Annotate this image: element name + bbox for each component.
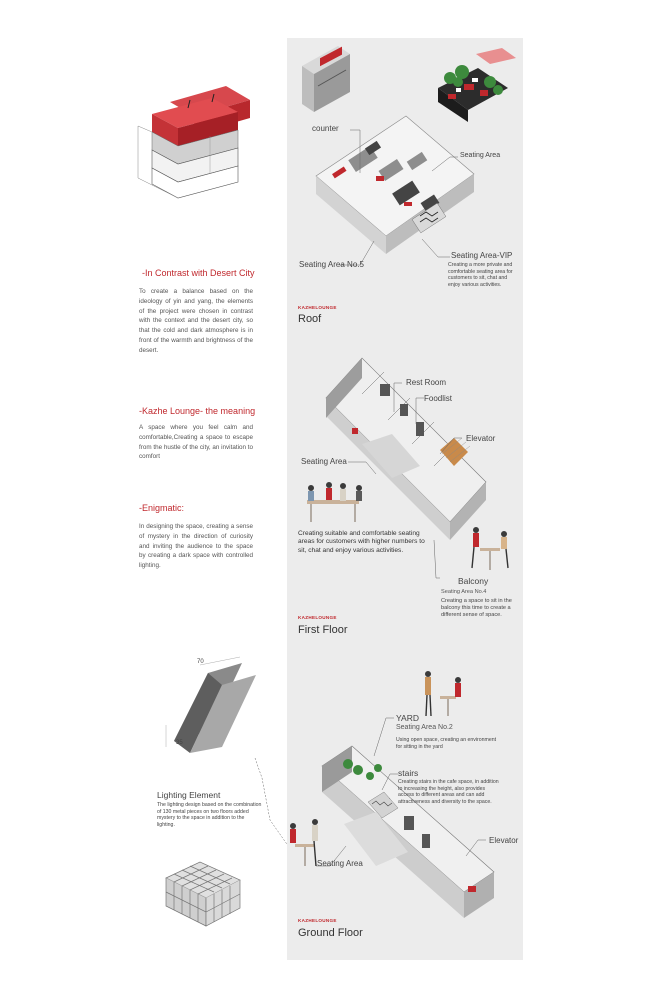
label-ground-elevator: Elevator [489,836,519,845]
label-first-elevator: Elevator [466,434,496,443]
metal-piece-drawing [160,655,260,755]
balcony-people-vignette [468,524,512,572]
dimension-side: 35 [176,740,183,746]
balcony-note: Creating a space to sit in the balcony this time to create a different sense of space. [441,598,512,618]
vip-note: Creating a more private and comfortable seating area for customers to sit, chat and enjoy various activities. [448,262,513,288]
massing-diagram [128,78,253,228]
contrast-heading: -In Contrast with Desert City [142,268,255,278]
meaning-heading: -Kazhe Lounge- the meaning [139,406,256,416]
roof-brand: KAZHELOUNGE [298,305,337,310]
label-seating-no5: Seating Area No.5 [299,260,364,269]
label-seating-vip: Seating Area-VIP [451,251,513,260]
label-ground-seating: Seating Area [317,859,363,868]
first-floor-brand: KAZHELOUNGE [298,615,337,620]
roof-counter-vignette [298,42,354,114]
first-floor-title: First Floor [298,624,348,636]
label-roof-seating: Seating Area [460,152,501,159]
label-yard: YARD [396,713,419,723]
first-seating-note: Creating suitable and comfortable seating areas for customers with higher numbers to sit, chat and enjoy various activities. [298,530,425,554]
label-counter: counter [312,124,339,133]
enigmatic-body: In designing the space, creating a sense of mystery in the direction of curiosity and inviting the audience to the space by creating a dark space with controlled lighting. [139,523,253,570]
label-first-seating: Seating Area [301,457,347,466]
yard-subtitle: Seating Area No.2 [396,724,453,731]
ground-floor-title: Ground Floor [298,927,363,939]
label-balcony: Balcony [458,576,489,586]
dimension-top: 70 [197,659,204,665]
ground-floor-brand: KAZHELOUNGE [298,918,337,923]
roof-title: Roof [298,313,322,325]
yard-note: Using open space, creating an environment for sitting in the yard [396,737,497,750]
label-stairs: stairs [398,768,419,778]
label-foodlist: Foodlist [424,394,453,403]
lighting-title: Lighting Element [157,790,221,800]
contrast-body: To create a balance based on the ideology of yin and yang, the elements of the project were chosen in contrast with the context and the desert city, so that the cold and dark atmosphere is in front of the warmth and brightness of the desert. [139,288,253,354]
stairs-note: Creating stairs in the cafe space, in addition to increasing the height, also provides access to different areas and can add attractiveness and diversity to the space. [398,779,499,805]
label-rest-room: Rest Room [406,378,447,387]
meaning-body: A space where you feel calm and comfortable,Creating a space to escape from the hustle of the city, an invitation to comfort [139,424,253,461]
yard-people-vignette [418,668,468,718]
first-seating-people-vignette [299,480,369,524]
lighting-body: The lighting design based on the combination of 130 metal pieces on two floors added mystery to the space in addition to the lighting. [157,802,262,828]
enigmatic-heading: -Enigmatic: [139,503,185,513]
balcony-subtitle: Seating Area No.4 [441,589,487,595]
